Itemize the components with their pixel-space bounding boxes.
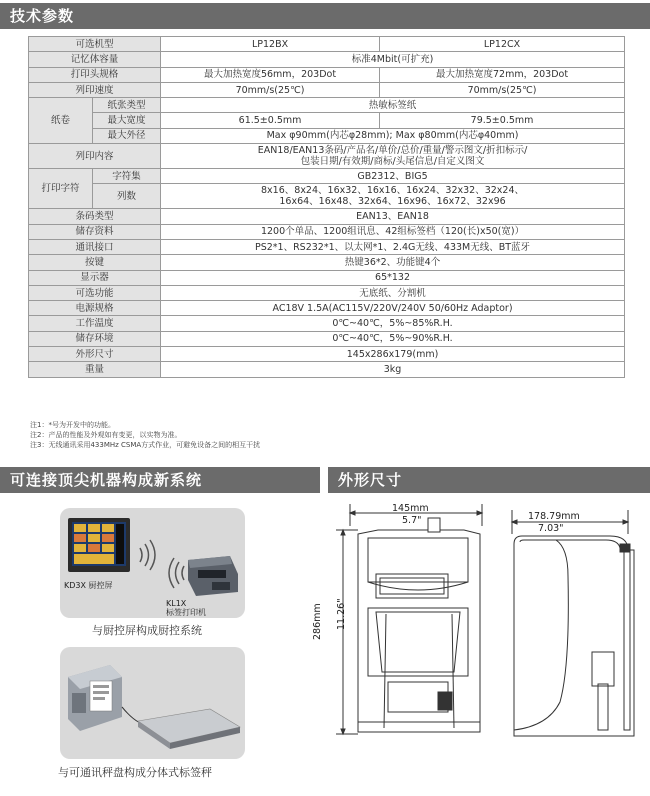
row-label: 重量 <box>29 362 161 377</box>
scale-system-panel <box>60 647 245 759</box>
side-depth-in: 7.03" <box>538 523 564 534</box>
front-height-in: 11.26" <box>336 598 347 630</box>
table-row <box>29 184 625 209</box>
row-label: 通讯接口 <box>29 239 161 254</box>
cell-value: AC18V 1.5A(AC115V/220V/240V 50/60Hz Adaptor) <box>161 301 625 316</box>
table-row <box>29 209 625 224</box>
scale-system-illustration <box>60 647 245 759</box>
cell-value: 145x286x179(mm) <box>161 347 625 362</box>
front-width-in: 5.7" <box>402 515 422 526</box>
cell-value <box>161 144 625 169</box>
table-row <box>29 270 625 285</box>
table-row <box>29 82 625 97</box>
footnote: 注2：产品的性能及外观如有变更，以实物为准。 <box>30 431 182 439</box>
table-row <box>29 113 625 128</box>
label-printer-icon <box>68 665 122 731</box>
cell-value: 热敏标签纸 <box>161 98 625 113</box>
table-row <box>29 285 625 300</box>
sub-label: 字符集 <box>93 169 161 184</box>
sub-label: 纸张类型 <box>93 98 161 113</box>
wireless-signal-icon <box>169 558 184 588</box>
kitchen-system-caption: 与厨控屏构成厨控系统 <box>92 624 202 637</box>
row-label: 列印速度 <box>29 82 161 97</box>
table-row <box>29 52 625 67</box>
kitchen-system-panel <box>60 508 245 618</box>
cell-value: 0℃~40℃，5%~90%R.H. <box>161 331 625 346</box>
content-line: 包装日期/有效期/商标/头尾信息/自定义图文 <box>300 156 485 168</box>
footnote: 注1：*号为开发中的功能。 <box>30 421 115 429</box>
row-label: 打印头规格 <box>29 67 161 82</box>
table-row <box>29 362 625 377</box>
cell-value: 0℃~40℃，5%~85%R.H. <box>161 316 625 331</box>
row-label: 可选功能 <box>29 285 161 300</box>
wireless-signal-icon <box>140 540 155 570</box>
kitchen-system-illustration <box>60 508 245 618</box>
cell-value: 无底纸、分割机 <box>161 285 625 300</box>
cell-value: 热键36*2、功能键4个 <box>161 255 625 270</box>
content-line: EAN18/EAN13条码/产品名/单价/总价/重量/警示图文/折扣标示/ <box>257 145 528 157</box>
cell-value: 65*132 <box>161 270 625 285</box>
cell-value: 1200个单品、1200组讯息、42组标签档（120(长)x50(宽)） <box>161 224 625 239</box>
row-label: 储存资料 <box>29 224 161 239</box>
row-label: 记忆体容量 <box>29 52 161 67</box>
table-row <box>29 169 625 184</box>
kl1x-printer-icon <box>188 556 238 596</box>
side-depth-mm: 178.79mm <box>528 511 580 522</box>
cell-value: GB2312、BIG5 <box>161 169 625 184</box>
kd3x-monitor-icon <box>68 518 130 572</box>
row-label: 外形尺寸 <box>29 347 161 362</box>
sub-label: 最大外径 <box>93 128 161 143</box>
lines-line: 8x16、8x24、16x32、16x16、16x24、32x32、32x24、 <box>261 185 525 197</box>
cell-value: EAN13、EAN18 <box>161 209 625 224</box>
cell-value: 最大加热宽度56mm，203Dot <box>161 67 380 82</box>
spec-section-title: 技术参数 <box>0 3 650 29</box>
scale-plate-icon <box>138 709 240 749</box>
lines-line: 16x64、16x48、32x64、16x96、16x72、32x96 <box>279 196 506 208</box>
table-row <box>29 98 625 113</box>
cell-value <box>161 184 625 209</box>
table-row <box>29 37 625 52</box>
cell-value: 70mm/s(25℃) <box>380 82 625 97</box>
row-label: 显示器 <box>29 270 161 285</box>
table-row <box>29 128 625 143</box>
table-row <box>29 255 625 270</box>
row-label: 电源规格 <box>29 301 161 316</box>
table-row <box>29 316 625 331</box>
table-row <box>29 301 625 316</box>
kd3x-label: KD3X 厨控屏 <box>64 581 113 590</box>
table-row <box>29 144 625 169</box>
front-view-drawing <box>336 504 482 734</box>
footnotes <box>30 420 260 450</box>
cell-value: LP12BX <box>161 37 380 52</box>
table-row <box>29 331 625 346</box>
row-label: 列印内容 <box>29 144 161 169</box>
row-label: 工作温度 <box>29 316 161 331</box>
row-label: 打印字符 <box>29 169 93 209</box>
kl1x-model: KL1X <box>166 599 187 608</box>
row-label: 纸卷 <box>29 98 93 144</box>
table-row <box>29 67 625 82</box>
cell-value: Max φ90mm(内芯φ28mm); Max φ80mm(内芯φ40mm) <box>161 128 625 143</box>
cell-value: PS2*1、RS232*1、以太网*1、2.4G无线、433M无线、BT蓝牙 <box>161 239 625 254</box>
sub-label: 最大宽度 <box>93 113 161 128</box>
dimension-drawings <box>328 496 650 756</box>
table-row <box>29 224 625 239</box>
row-label: 按键 <box>29 255 161 270</box>
cell-value: 最大加热宽度72mm，203Dot <box>380 67 625 82</box>
row-label: 条码类型 <box>29 209 161 224</box>
system-section-title: 可连接顶尖机器构成新系统 <box>0 467 320 493</box>
spec-table <box>28 36 625 378</box>
cell-value: 61.5±0.5mm <box>161 113 380 128</box>
table-row <box>29 239 625 254</box>
cell-value: LP12CX <box>380 37 625 52</box>
dimension-section-title: 外形尺寸 <box>328 467 650 493</box>
cell-value: 标准4Mbit(可扩充) <box>161 52 625 67</box>
kl1x-desc: 标签打印机 <box>166 608 206 617</box>
side-view-drawing <box>512 510 634 736</box>
scale-system-caption: 与可通讯秤盘构成分体式标签秤 <box>58 766 212 779</box>
cell-value: 3kg <box>161 362 625 377</box>
cell-value: 79.5±0.5mm <box>380 113 625 128</box>
row-label: 可选机型 <box>29 37 161 52</box>
footnote: 注3：无线通讯采用433MHz CSMA方式作业，可避免设备之间的相互干扰 <box>30 441 261 449</box>
sub-label: 列数 <box>93 184 161 209</box>
cell-value: 70mm/s(25℃) <box>161 82 380 97</box>
table-row <box>29 347 625 362</box>
front-height-mm: 286mm <box>312 603 323 640</box>
row-label: 储存环境 <box>29 331 161 346</box>
front-width-mm: 145mm <box>392 503 429 514</box>
